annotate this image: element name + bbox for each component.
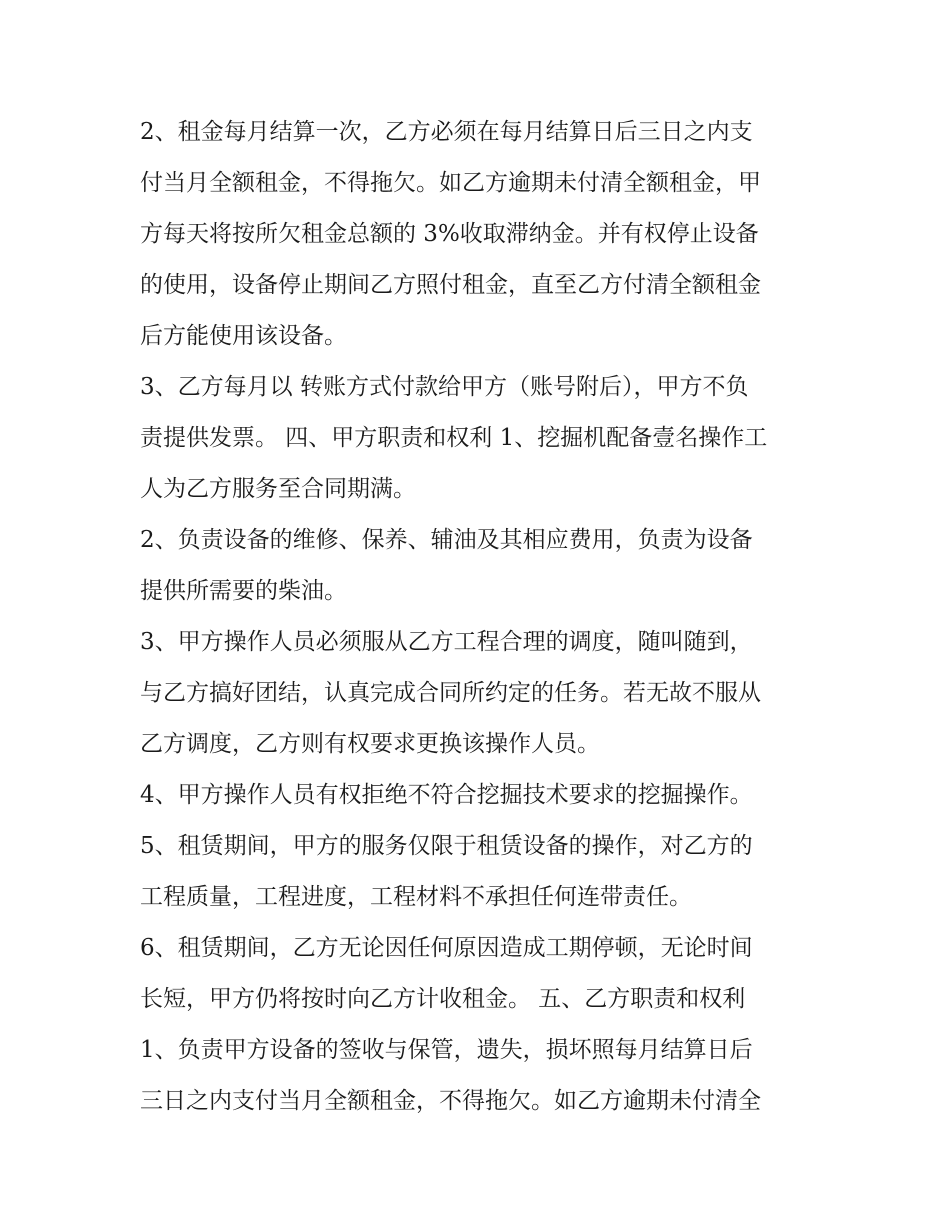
text-line: 3、乙方每月以 转账方式付款给甲方（账号附后），甲方不负 [140,374,749,400]
text-line: 3、甲方操作人员必须服从乙方工程合理的调度，随叫随到， [140,629,753,655]
text-line: 后方能使用该设备。 [140,323,347,349]
text-line: 乙方调度，乙方则有权要求更换该操作人员。 [140,731,600,757]
text-line: 责提供发票。 四、甲方职责和权利 1、挖掘机配备壹名操作工 [140,425,768,451]
document-body [140,107,820,1127]
text-line: 三日之内支付当月全额租金，不得拖欠。如乙方逾期未付清全 [140,1088,761,1114]
text-line: 6、租赁期间，乙方无论因任何原因造成工期停顿，无论时间 [140,935,753,961]
text-line: 的使用，设备停止期间乙方照付租金，直至乙方付清全额租金 [140,272,761,298]
text-line: 付当月全额租金，不得拖欠。如乙方逾期未付清全额租金，甲 [140,170,761,196]
text-line: 长短，甲方仍将按时向乙方计收租金。 五、乙方职责和权利 [140,986,746,1012]
text-line: 与乙方搞好团结，认真完成合同所约定的任务。若无故不服从 [140,680,761,706]
text-line: 2、负责设备的维修、保养、辅油及其相应费用，负责为设备 [140,527,753,553]
text-line: 工程质量，工程进度，工程材料不承担任何连带责任。 [140,884,692,910]
text-line: 4、甲方操作人员有权拒绝不符合挖掘技术要求的挖掘操作。 [140,782,753,808]
text-line: 方每天将按所欠租金总额的 3%收取滞纳金。并有权停止设备 [140,221,759,247]
text-line: 2、租金每月结算一次，乙方必须在每月结算日后三日之内支 [140,119,753,145]
text-line: 1、负责甲方设备的签收与保管，遗失，损坏照每月结算日后 [140,1037,753,1063]
text-line: 人为乙方服务至合同期满。 [140,476,416,502]
text-line: 5、租赁期间，甲方的服务仅限于租赁设备的操作，对乙方的 [140,833,753,859]
text-line: 提供所需要的柴油。 [140,578,347,604]
